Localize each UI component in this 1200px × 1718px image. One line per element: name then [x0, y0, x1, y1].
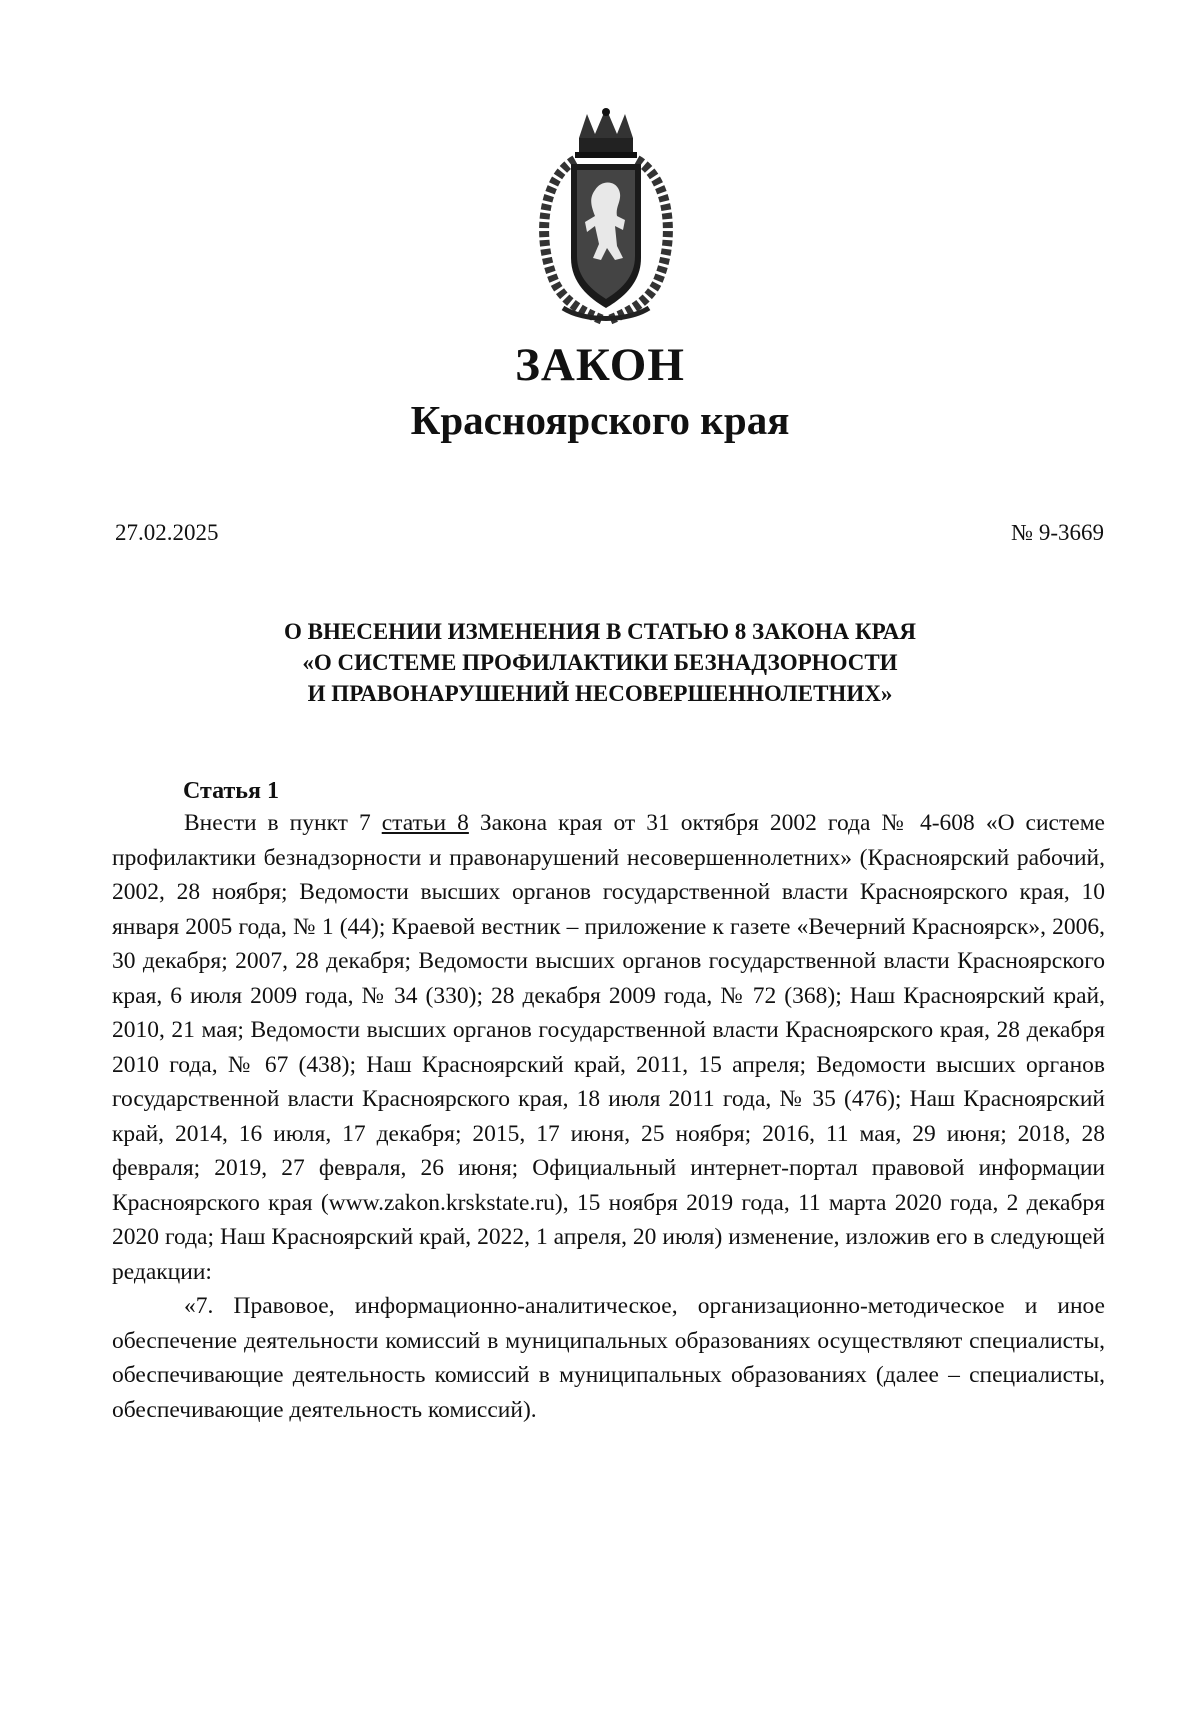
document-date: 27.02.2025	[115, 520, 219, 545]
heading-line: О ВНЕСЕНИИ ИЗМЕНЕНИЯ В СТАТЬЮ 8 ЗАКОНА КРАЯ	[284, 619, 916, 644]
issuing-region: Красноярского края	[410, 397, 790, 443]
heading-line: И ПРАВОНАРУШЕНИЙ НЕСОВЕРШЕННОЛЕТНИХ»	[307, 681, 893, 706]
article-paragraph	[112, 806, 1105, 1289]
article-body	[112, 806, 1105, 1427]
heading-line: «О СИСТЕМЕ ПРОФИЛАКТИКИ БЕЗНАДЗОРНОСТИ	[302, 650, 898, 675]
article-paragraph: «7. Правовое, информационно-аналитическое, организационно-методическое и иное обеспечение деятельности комиссий в муниципальных образованиях осуществляют специалисты, обеспечивающие деятельность комиссий в муниципальных образованиях (далее – специалисты, обеспечивающие деятельность комиссий).	[112, 1293, 1105, 1423]
article-title: Статья 1	[183, 778, 279, 804]
paragraph-text: Внести в пункт 7	[184, 810, 382, 836]
document-type: ЗАКОН	[515, 339, 685, 391]
document-number: № 9-3669	[1011, 520, 1104, 545]
paragraph-text: Закона края от 31 октября 2002 года № 4-608 «О системе профилактики безнадзорности и правонарушений несовершеннолетних» (Красноярский рабочий, 2002, 28 ноября; Ведомости высших органов государственной власти Красноярского края, 10 января 2005 года, № 1 (44); Краевой вестник – приложение к газете «Вечерний Красноярск», 2006, 30 декабря; 2007, 28 декабря; Ведомости высших органов государственной власти Красноярского края, 6 июля 2009 года, № 34 (330); 28 декабря 2009 года, № 72 (368); Наш Красноярский край, 2010, 21 мая; Ведомости высших органов государственной власти Красноярского края, 28 декабря 2010 года, № 67 (438); Наш Красноярский край, 2011, 15 апреля; Ведомости высших органов государственной власти Красноярского края, 18 июля 2011 года, № 35 (476); Наш Красноярский край, 2014, 16 июля, 17 декабря; 2015, 17 июня, 25 ноября; 2016, 11 мая, 29 июня; 2018, 28 февраля; 2019, 27 февраля, 26 июня; Официальный интернет-портал правовой информации Красноярского края (www.zakon.krskstate.ru), 15 ноября 2019 года, 11 марта 2020 года, 2 декабря 2020 года; Наш Красноярский край, 2022, 1 апреля, 20 июля) изменение, изложив его в следующей редакции:	[112, 810, 1105, 1285]
coat-of-arms-icon	[535, 108, 677, 328]
article-8-link[interactable]: статьи 8	[381, 810, 469, 836]
law-heading	[0, 616, 1200, 709]
